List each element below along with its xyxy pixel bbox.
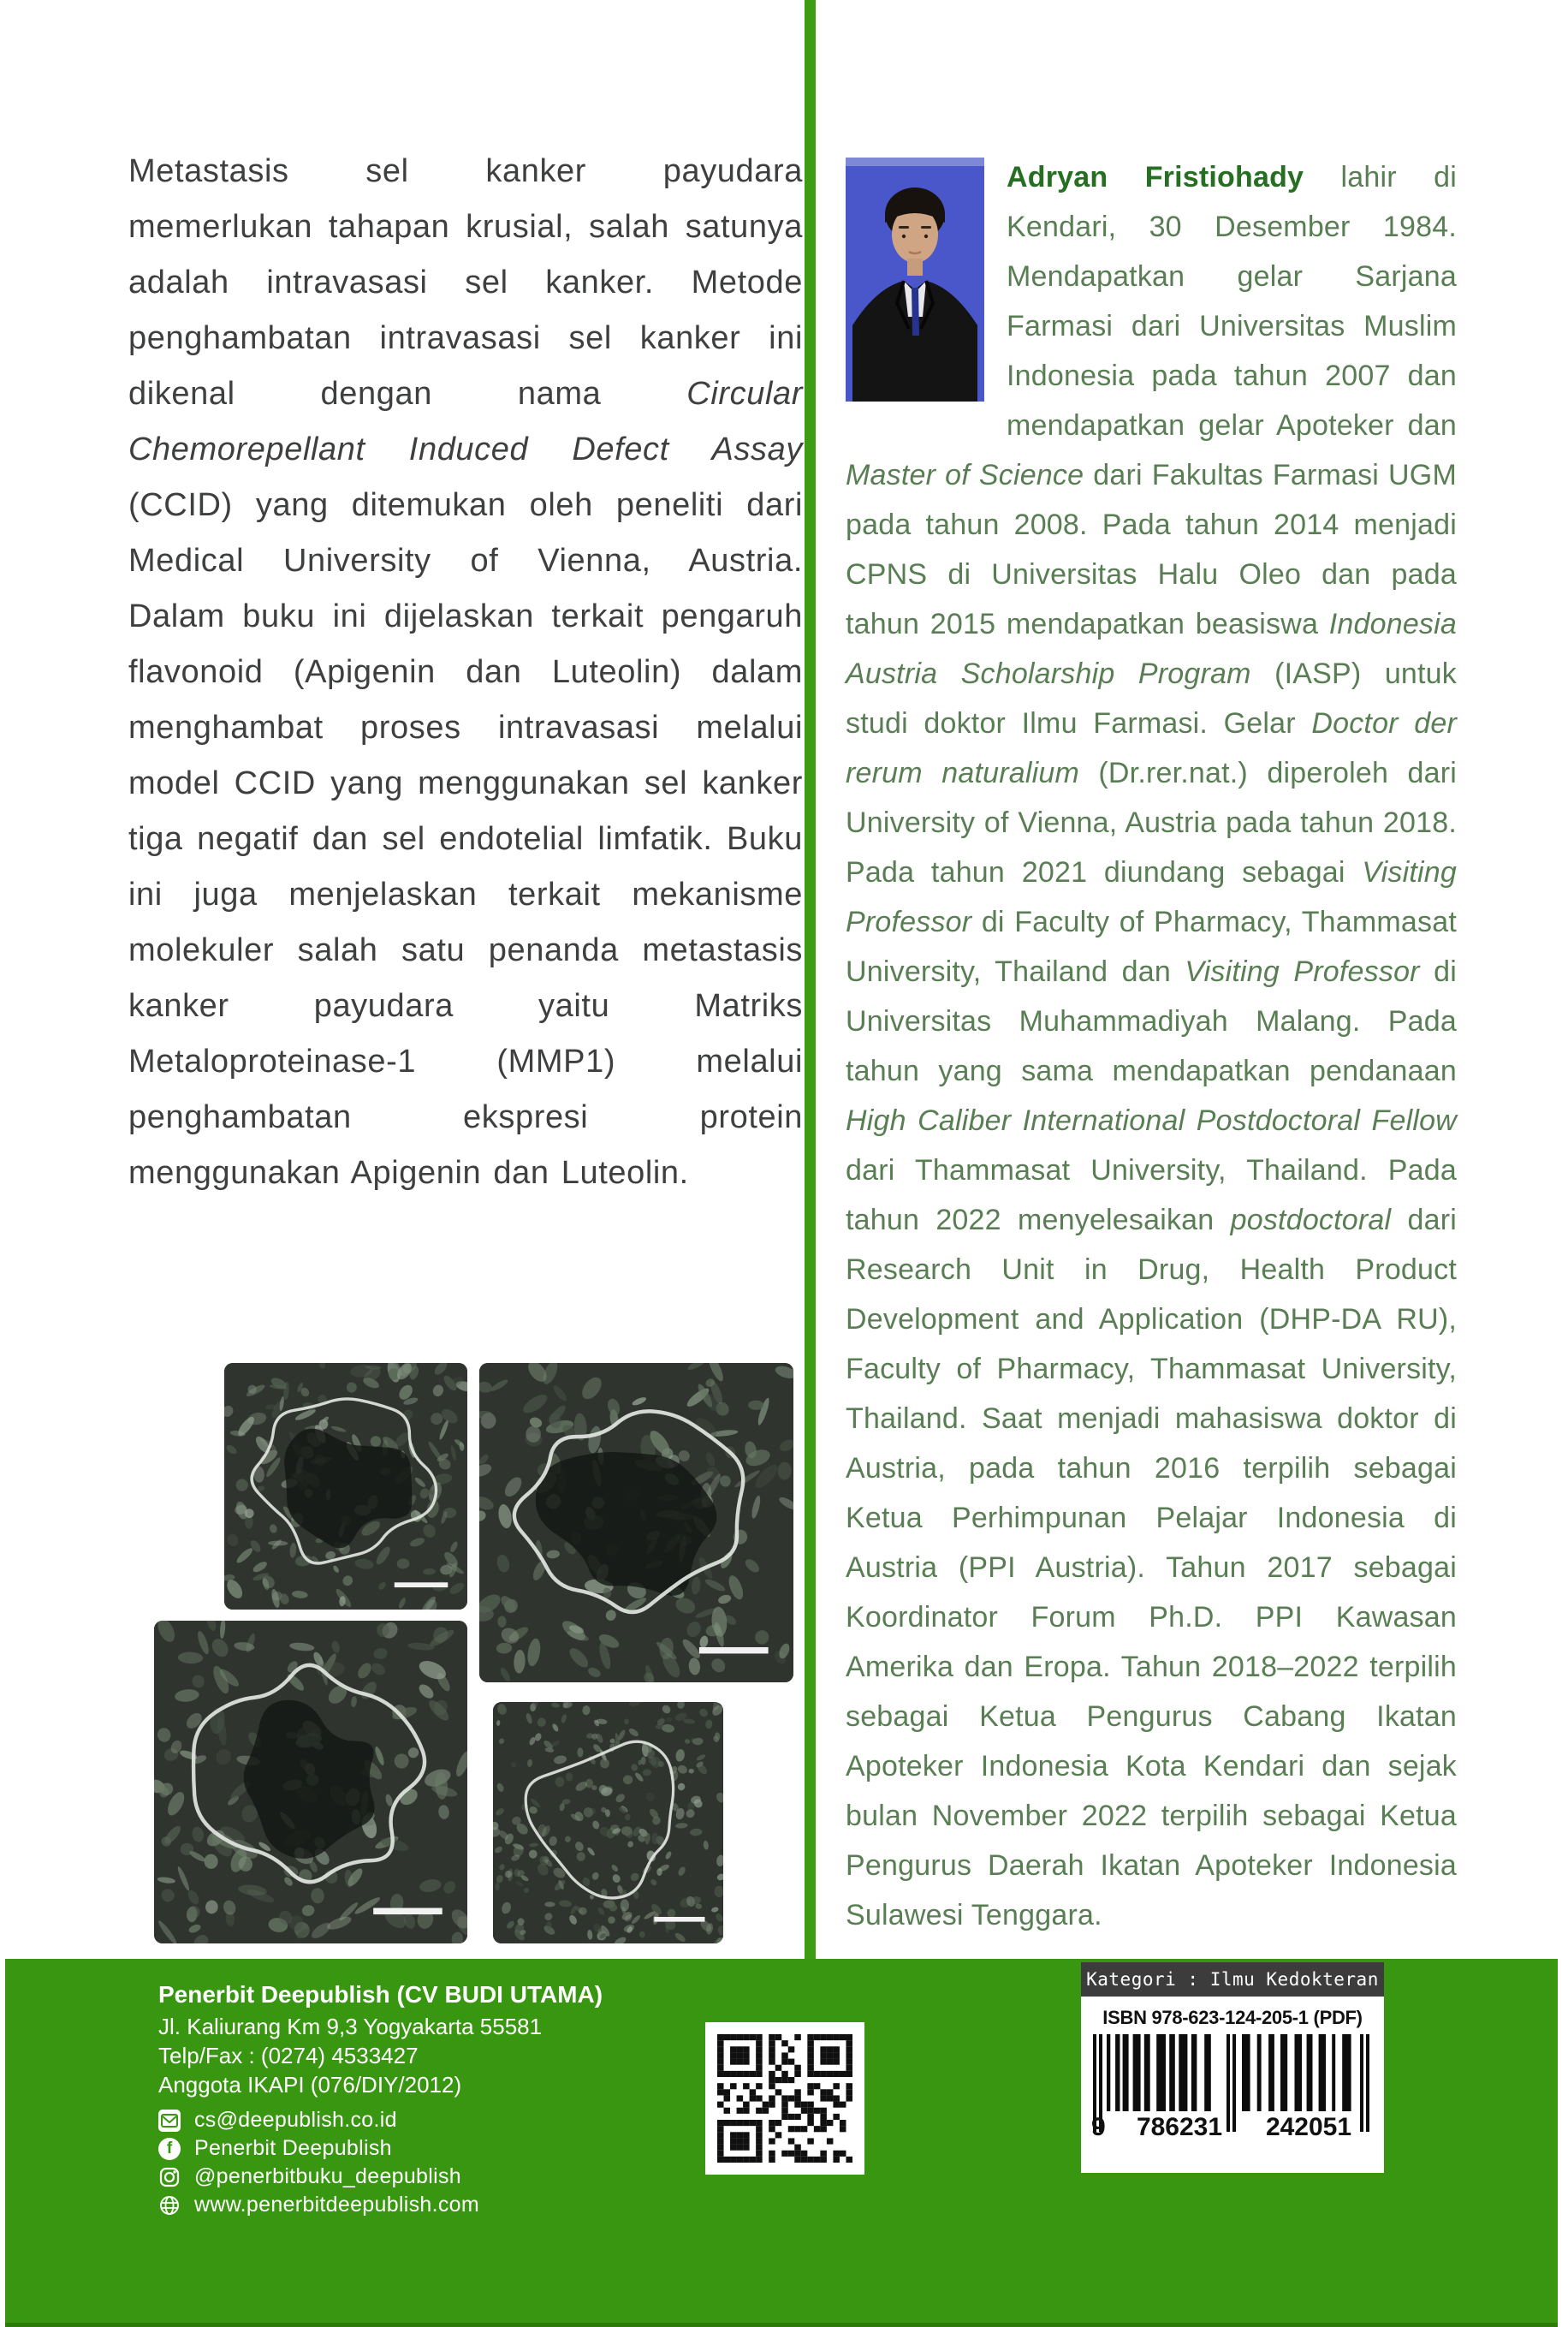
author-photo <box>846 158 984 402</box>
contact-facebook-label: Penerbit Deepublish <box>194 2136 392 2160</box>
synopsis-column <box>128 144 803 1201</box>
facebook-icon: f <box>158 2138 181 2160</box>
barcode-digit-group: 786231 <box>1136 2113 1223 2141</box>
microscopy-image-3 <box>154 1621 467 1943</box>
author-bio-column <box>846 152 1457 1940</box>
footer-bar <box>5 1959 1558 2327</box>
contact-row-instagram <box>158 2163 603 2191</box>
publisher-name: Penerbit Deepublish (CV BUDI UTAMA) <box>158 1981 603 2008</box>
barcode-digit-group: 242051 <box>1265 2113 1352 2141</box>
contact-row-website <box>158 2191 603 2219</box>
contact-list <box>158 2106 603 2219</box>
isbn-panel <box>1081 1997 1384 2173</box>
publisher-address: Jl. Kaliurang Km 9,3 Yogyakarta 55581 <box>158 2014 543 2039</box>
isbn-number: ISBN 978-623-124-205-1 (PDF) <box>1102 2007 1363 2028</box>
publisher-phone: Telp/Fax : (0274) 4533427 <box>158 2043 419 2068</box>
publisher-membership: Anggota IKAPI (076/DIY/2012) <box>158 2072 462 2098</box>
barcode-digits <box>1091 2113 1374 2142</box>
contact-instagram-label: @penerbitbuku_deepublish <box>194 2164 461 2188</box>
contact-row-facebook <box>158 2134 603 2163</box>
microscopy-image-2 <box>479 1363 793 1682</box>
qr-code <box>705 2022 864 2175</box>
publisher-block <box>158 1979 603 2219</box>
globe-icon <box>158 2194 181 2217</box>
instagram-icon <box>158 2166 181 2188</box>
synopsis-paragraph: Metastasis sel kanker payudara memerlukan tahapan krusial, salah satunya adalah intravasasi sel kanker. Metode penghambatan intravasasi sel kanker ini dikenal dengan nama Circular Chemorepellant Induced Defect Assay (CCID) yang ditemukan oleh peneliti dari Medical University of Vienna, Austria. Dalam buku ini dijelaskan terkait pengaruh flavonoid (Apigenin dan Luteolin) dalam menghambat proses intravasasi melalui model CCID yang menggunakan sel kanker tiga negatif dan sel endotelial limfatik. Buku ini juga menjelaskan terkait mekanisme molekuler salah satu penanda metastasis kanker payudara yaitu Matriks Metaloproteinase-1 (MMP1) melalui penghambatan ekspresi protein menggunakan Apigenin dan Luteolin. <box>128 153 803 1191</box>
center-divider <box>805 0 816 1959</box>
author-bio-paragraph: Adryan Fristiohady lahir di Kendari, 30 Desember 1984. Mendapatkan gelar Sarjana Farmasi dari Universitas Muslim Indonesia pada tahun 2007 dan mendapatkan gelar Apoteker dan Master of Science dari Fakultas Farmasi UGM pada tahun 2008. Pada tahun 2014 menjadi CPNS di Universitas Halu Oleo dan pada tahun 2015 mendapatkan beasiswa Indonesia Austria Scholarship Program (IASP) untuk studi doktor Ilmu Farmasi. Gelar Doctor der rerum naturalium (Dr.rer.nat.) diperoleh dari University of Vienna, Austria pada tahun 2018. Pada tahun 2021 diundang sebagai Visiting Professor di Faculty of Pharmacy, Thammasat University, Thailand dan Visiting Professor di Universitas Muhammadiyah Malang. Pada tahun yang sama mendapatkan pendanaan High Caliber International Postdoctoral Fellow dari Thammasat University, Thailand. Pada tahun 2022 menyelesaikan postdoctoral dari Research Unit in Drug, Health Product Development and Application (DHP-DA RU), Faculty of Pharmacy, Thammasat University, Thailand. Saat menjadi mahasiswa doktor di Austria, pada tahun 2016 terpilih sebagai Ketua Perhimpunan Pelajar Indonesia di Austria (PPI Austria). Tahun 2017 sebagai Koordinator Forum Ph.D. PPI Kawasan Amerika dan Eropa. Tahun 2018–2022 terpilih sebagai Ketua Pengurus Cabang Ikatan Apoteker Indonesia Kota Kendari dan sejak bulan November 2022 terpilih sebagai Ketua Pengurus Daerah Ikatan Apoteker Indonesia Sulawesi Tenggara. <box>846 161 1458 1931</box>
email-icon <box>158 2110 181 2132</box>
barcode-digit-group: 9 <box>1091 2113 1106 2141</box>
microscopy-image-4 <box>493 1702 723 1943</box>
category-badge: Kategori : Ilmu Kedokteran <box>1081 1962 1384 1997</box>
author-portrait-illustration <box>846 158 984 402</box>
contact-row-email <box>158 2106 603 2134</box>
contact-email-label: cs@deepublish.co.id <box>194 2108 397 2132</box>
microscopy-image-1 <box>224 1363 467 1610</box>
contact-website-label: www.penerbitdeepublish.com <box>194 2193 479 2217</box>
